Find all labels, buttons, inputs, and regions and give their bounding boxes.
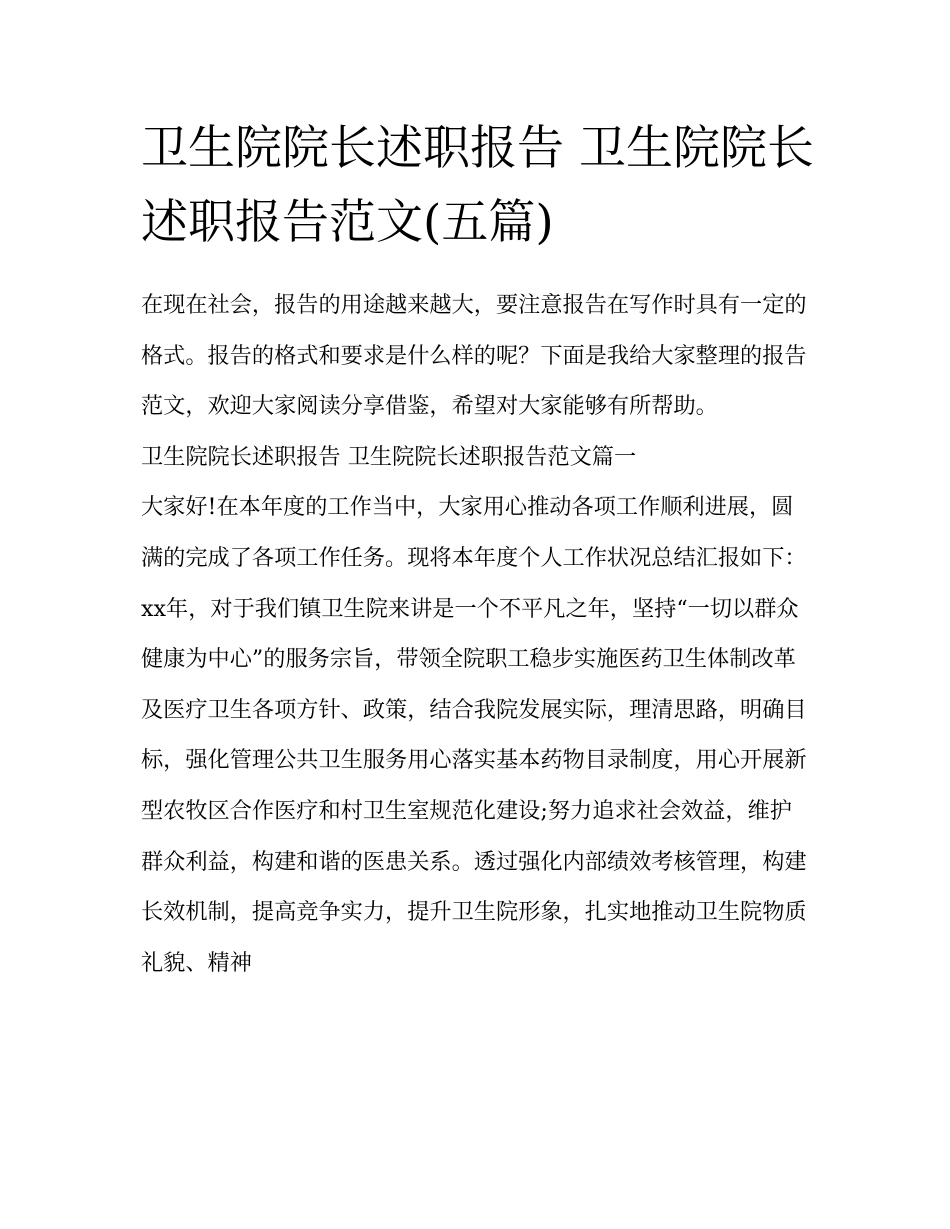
report-paragraph: xx年，对于我们镇卫生院来讲是一个不平凡之年，坚持“一切以群众健康为中心”的服务宗旨，带领全院职工稳步实施医药卫生体制改革及医疗卫生各项方针、政策，结合我院发展实际，理清思路，明确目标，强化管理公共卫生服务用心落实基本药物目录制度，用心开展新型农牧区合作医疗和村卫生室规范化建设;努力追求社会效益，维护群众利益，构建和谐的医患关系。透过强化内部绩效考核管理，构建长效机制，提高竞争实力，提升卫生院形象，扎实地推动卫生院物质礼貌、精神 bbox=[141, 595, 807, 976]
document-title: 卫生院院长述职报告 卫生院院长述职报告范文(五篇) bbox=[141, 121, 814, 250]
document-body bbox=[141, 280, 813, 988]
greeting-paragraph: 大家好!在本年度的工作当中，大家用心推动各项工作顺利进展，圆满的完成了各项工作任务。现将本年度个人工作状况总结汇报如下： bbox=[141, 494, 807, 571]
intro-paragraph: 在现在社会，报告的用途越来越大，要注意报告在写作时具有一定的格式。报告的格式和要求是什么样的呢？下面是我给大家整理的报告范文，欢迎大家阅读分享借鉴，希望对大家能够有所帮助。 bbox=[141, 292, 807, 420]
section-heading: 卫生院院长述职报告 卫生院院长述职报告范文篇一 bbox=[141, 443, 637, 470]
